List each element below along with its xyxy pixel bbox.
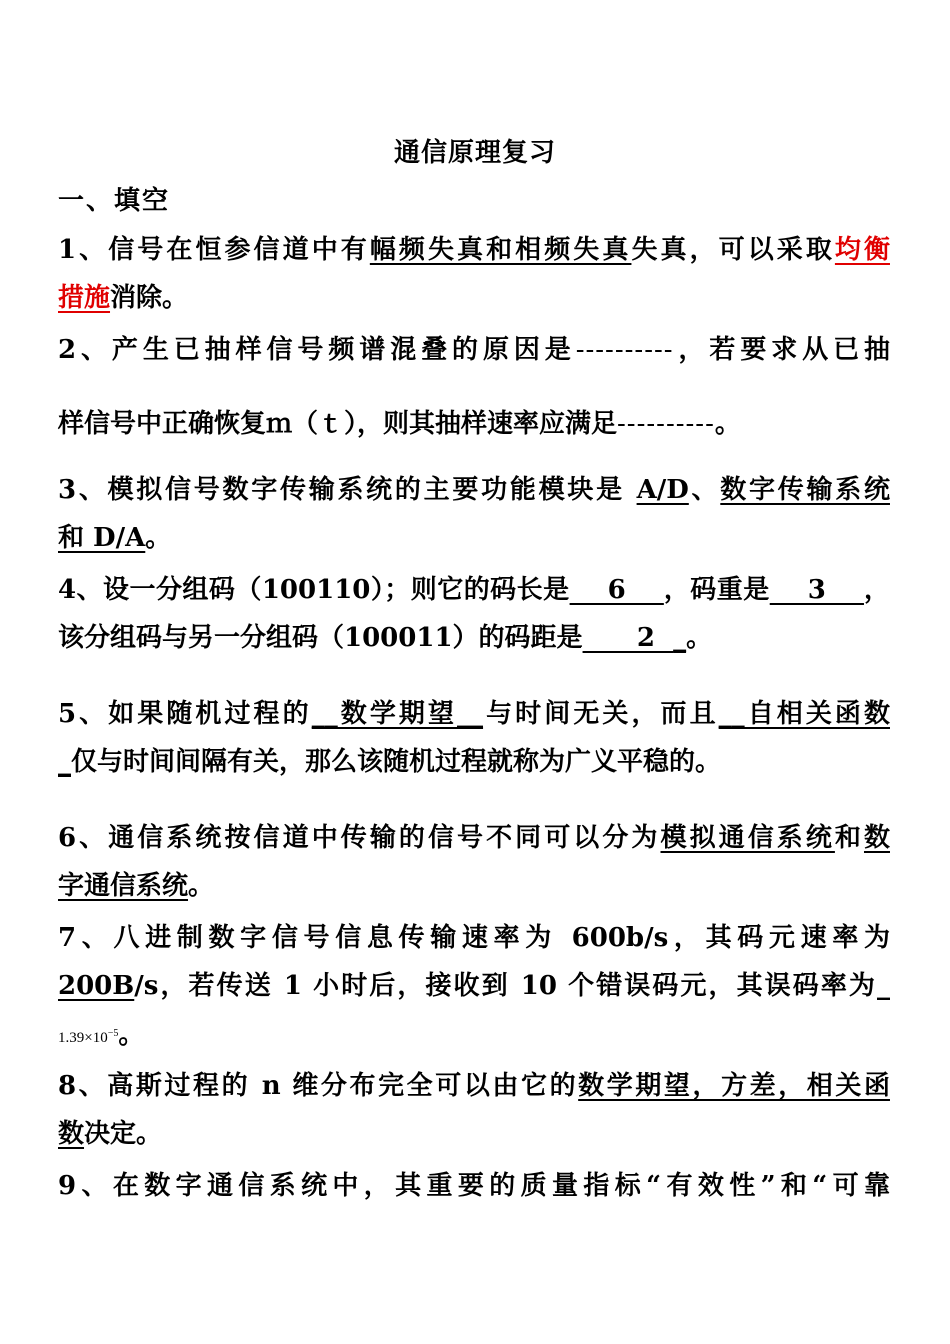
q6-text-end: 。 xyxy=(188,871,215,901)
q4-answer-distance: 2 xyxy=(582,623,674,653)
q3-answer-3: 和 D/A xyxy=(58,523,146,553)
q6-answer-2-part-2: 字通信系统 xyxy=(58,871,189,901)
q3-text: 3、模拟信号数字传输系统的主要功能模块是 xyxy=(58,475,637,505)
question-2-line-1 xyxy=(58,326,890,374)
q6-answer-2-part-1: 数 xyxy=(863,823,890,853)
q4-underscore: _ xyxy=(673,623,687,653)
q6-answer-1: 模拟通信系统 xyxy=(660,823,835,853)
q7-underscore: _ xyxy=(877,971,890,1001)
q7-answer-baud: 200B xyxy=(58,971,135,1001)
q5-answer-2: __自相关函数 xyxy=(718,699,890,729)
q4-text: 4、设一分组码（100110）；则它的码长是 xyxy=(58,575,570,605)
question-8-line-1 xyxy=(58,1062,890,1110)
q1-text-2: 失真，可以采取 xyxy=(631,235,835,265)
question-6-line-1 xyxy=(58,814,890,862)
q1-text: 1、信号在恒参信道中有 xyxy=(58,235,370,265)
q5-underscore: _ xyxy=(58,747,71,777)
q1-answer-2-part-2: 措施 xyxy=(58,283,111,313)
q7-error-rate-exponent: −5 xyxy=(107,1028,119,1039)
q7-text-2: /s，若传送 1 小时后，接收到 10 个错误码元，其误码率为 xyxy=(134,971,877,1001)
question-2-cont xyxy=(58,400,890,448)
q2-text-3: 样信号中正确恢复ｍ（ｔ），则其抽样速率应满足 xyxy=(58,409,618,439)
section-heading: 一、填空 xyxy=(58,186,171,216)
q5-text-3: 仅与时间间隔有关，那么该随机过程就称为广义平稳的。 xyxy=(71,747,722,777)
question-7-line-2 xyxy=(58,962,890,1010)
q8-answer-part-2: 数 xyxy=(58,1119,85,1149)
question-6 xyxy=(58,814,890,910)
q5-answer-1: __数学期望__ xyxy=(311,699,484,729)
q6-text-2: 和 xyxy=(834,823,864,853)
q6-text: 6、通信系统按信道中传输的信号不同可以分为 xyxy=(58,823,661,853)
q2-text-2: ，若要求从已抽 xyxy=(673,335,890,365)
question-1-line-1 xyxy=(58,226,890,274)
question-5 xyxy=(58,690,890,786)
question-8 xyxy=(58,1062,890,1158)
question-1-line-2 xyxy=(58,274,890,322)
question-2 xyxy=(58,326,890,374)
question-3 xyxy=(58,466,890,562)
question-9 xyxy=(58,1162,890,1210)
question-7 xyxy=(58,914,890,1062)
question-8-line-2 xyxy=(58,1110,890,1158)
q8-answer-part-1: 数学期望，方差，相关函 xyxy=(578,1071,890,1101)
q7-text-end: 。 xyxy=(118,1020,145,1050)
q2-text: 2、产生已抽样信号频谱混叠的原因是 xyxy=(58,335,576,365)
q2-blank-1: ---------- xyxy=(575,335,674,365)
question-3-line-2 xyxy=(58,514,890,562)
question-4 xyxy=(58,566,890,662)
q1-answer-2-part-1: 均衡 xyxy=(834,235,890,265)
q4-text-3: ， xyxy=(863,575,890,605)
question-6-line-2 xyxy=(58,862,890,910)
q3-separator: 、 xyxy=(688,475,721,505)
q4-text-2: ，码重是 xyxy=(663,575,770,605)
question-4-line-2 xyxy=(58,614,890,662)
q5-text: 5、如果随机过程的 xyxy=(58,699,312,729)
q1-answer-1: 幅频失真和相频失真 xyxy=(369,235,632,265)
q2-text-4: 。 xyxy=(714,409,741,439)
document-title: 通信原理复习 xyxy=(393,138,556,168)
q4-text-4: 该分组码与另一分组码（100011）的码距是 xyxy=(58,623,583,653)
question-1 xyxy=(58,226,890,322)
question-9-line-1 xyxy=(58,1162,890,1210)
question-7-line-1 xyxy=(58,914,890,962)
q8-text-end: 决定。 xyxy=(84,1119,163,1149)
q7-answer-error-rate xyxy=(58,1030,118,1046)
q3-text-end: 。 xyxy=(145,523,172,553)
q8-text: 8、高斯过程的 n 维分布完全可以由它的 xyxy=(58,1071,579,1101)
question-5-line-1 xyxy=(58,690,890,738)
question-2-line-2 xyxy=(58,400,890,448)
q4-answer-weight: 3 xyxy=(769,575,864,605)
question-7-line-3 xyxy=(58,1010,890,1062)
q3-answer-1: A/D xyxy=(636,475,689,505)
q4-answer-length: 6 xyxy=(569,575,664,605)
q7-text: 7、八进制数字信号信息传输速率为 600b/s，其码元速率为 xyxy=(58,923,890,953)
q5-text-2: 与时间无关，而且 xyxy=(483,699,719,729)
q3-answer-2: 数字传输系统 xyxy=(720,475,890,505)
question-4-line-1 xyxy=(58,566,890,614)
q1-text-3: 消除。 xyxy=(110,283,189,313)
q4-text-end: 。 xyxy=(686,623,713,653)
question-3-line-1 xyxy=(58,466,890,514)
q9-text: 9、在数字通信系统中，其重要的质量指标“有效性”和“可靠 xyxy=(58,1171,890,1201)
q7-error-rate-base: 1.39×10 xyxy=(58,1030,108,1046)
q2-blank-2: ---------- xyxy=(617,409,715,439)
question-5-line-2 xyxy=(58,738,890,786)
